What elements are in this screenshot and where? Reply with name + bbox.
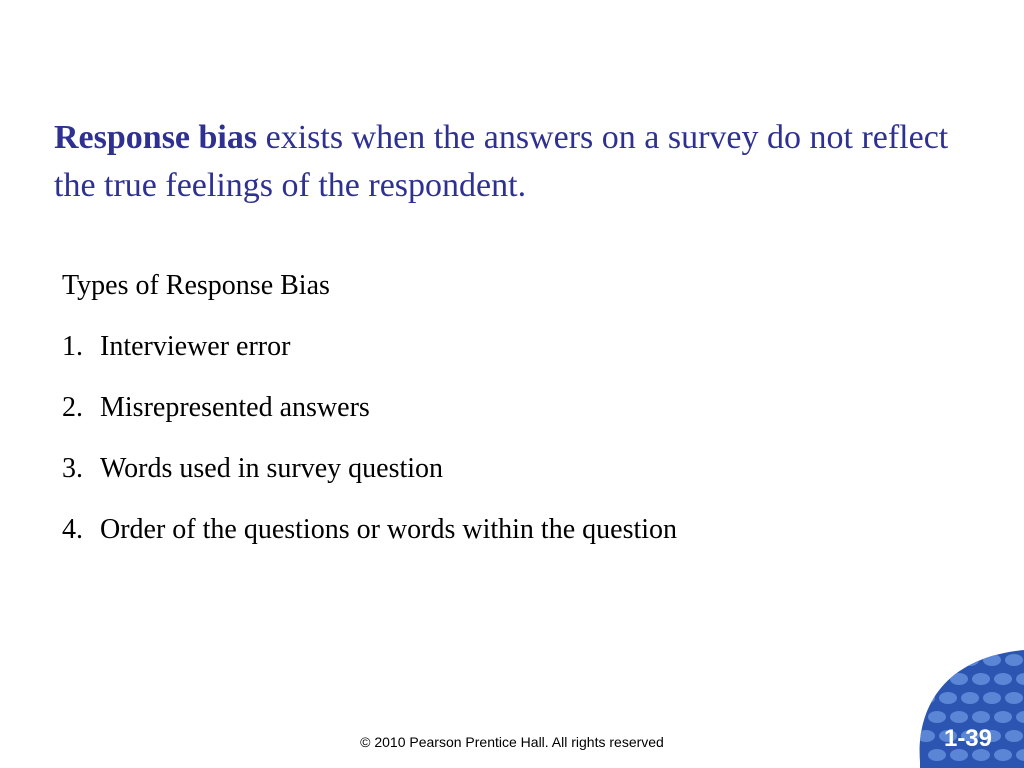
logo-dot (917, 692, 935, 704)
logo-dot (972, 673, 990, 685)
page-number: 1-39 (943, 725, 993, 752)
logo-dot (961, 654, 979, 666)
logo-dot (961, 692, 979, 704)
list-item-number: 4. (62, 514, 83, 545)
logo-dot (983, 692, 1001, 704)
types-heading: Types of Response Bias (62, 270, 330, 301)
copyright-footer: © 2010 Pearson Prentice Hall. All rights reserved (360, 734, 664, 750)
logo-dot (994, 711, 1012, 723)
list-item (62, 506, 962, 554)
logo-dot (939, 654, 957, 666)
list-item-number: 3. (62, 453, 83, 484)
definition-text (54, 114, 994, 210)
list-item-label: Words used in survey question (100, 453, 444, 484)
list-item (62, 384, 962, 432)
definition-body: exists when the answers on a survey do not reflect the true feelings of the respondent. (54, 119, 949, 204)
list-item (62, 445, 962, 493)
logo-dot (917, 654, 935, 666)
list-item-label: Misrepresented answers (100, 392, 370, 423)
logo-dot (928, 711, 946, 723)
logo-dot (939, 692, 957, 704)
types-list (62, 323, 962, 554)
logo-dot (1005, 692, 1023, 704)
list-item-label: Order of the questions or words within the question (100, 514, 678, 545)
definition-term: Response bias (54, 119, 258, 156)
list-item-label: Interviewer error (100, 331, 291, 362)
logo-dot (950, 711, 968, 723)
logo-dot (994, 673, 1012, 685)
list-item (62, 323, 962, 371)
logo-dot (983, 654, 1001, 666)
list-item-number: 1. (62, 331, 83, 362)
response-bias-types (62, 262, 962, 567)
logo-dot (1005, 654, 1023, 666)
list-item-number: 2. (62, 392, 83, 423)
logo-dot (972, 711, 990, 723)
logo-dot (950, 673, 968, 685)
logo-dot (928, 673, 946, 685)
